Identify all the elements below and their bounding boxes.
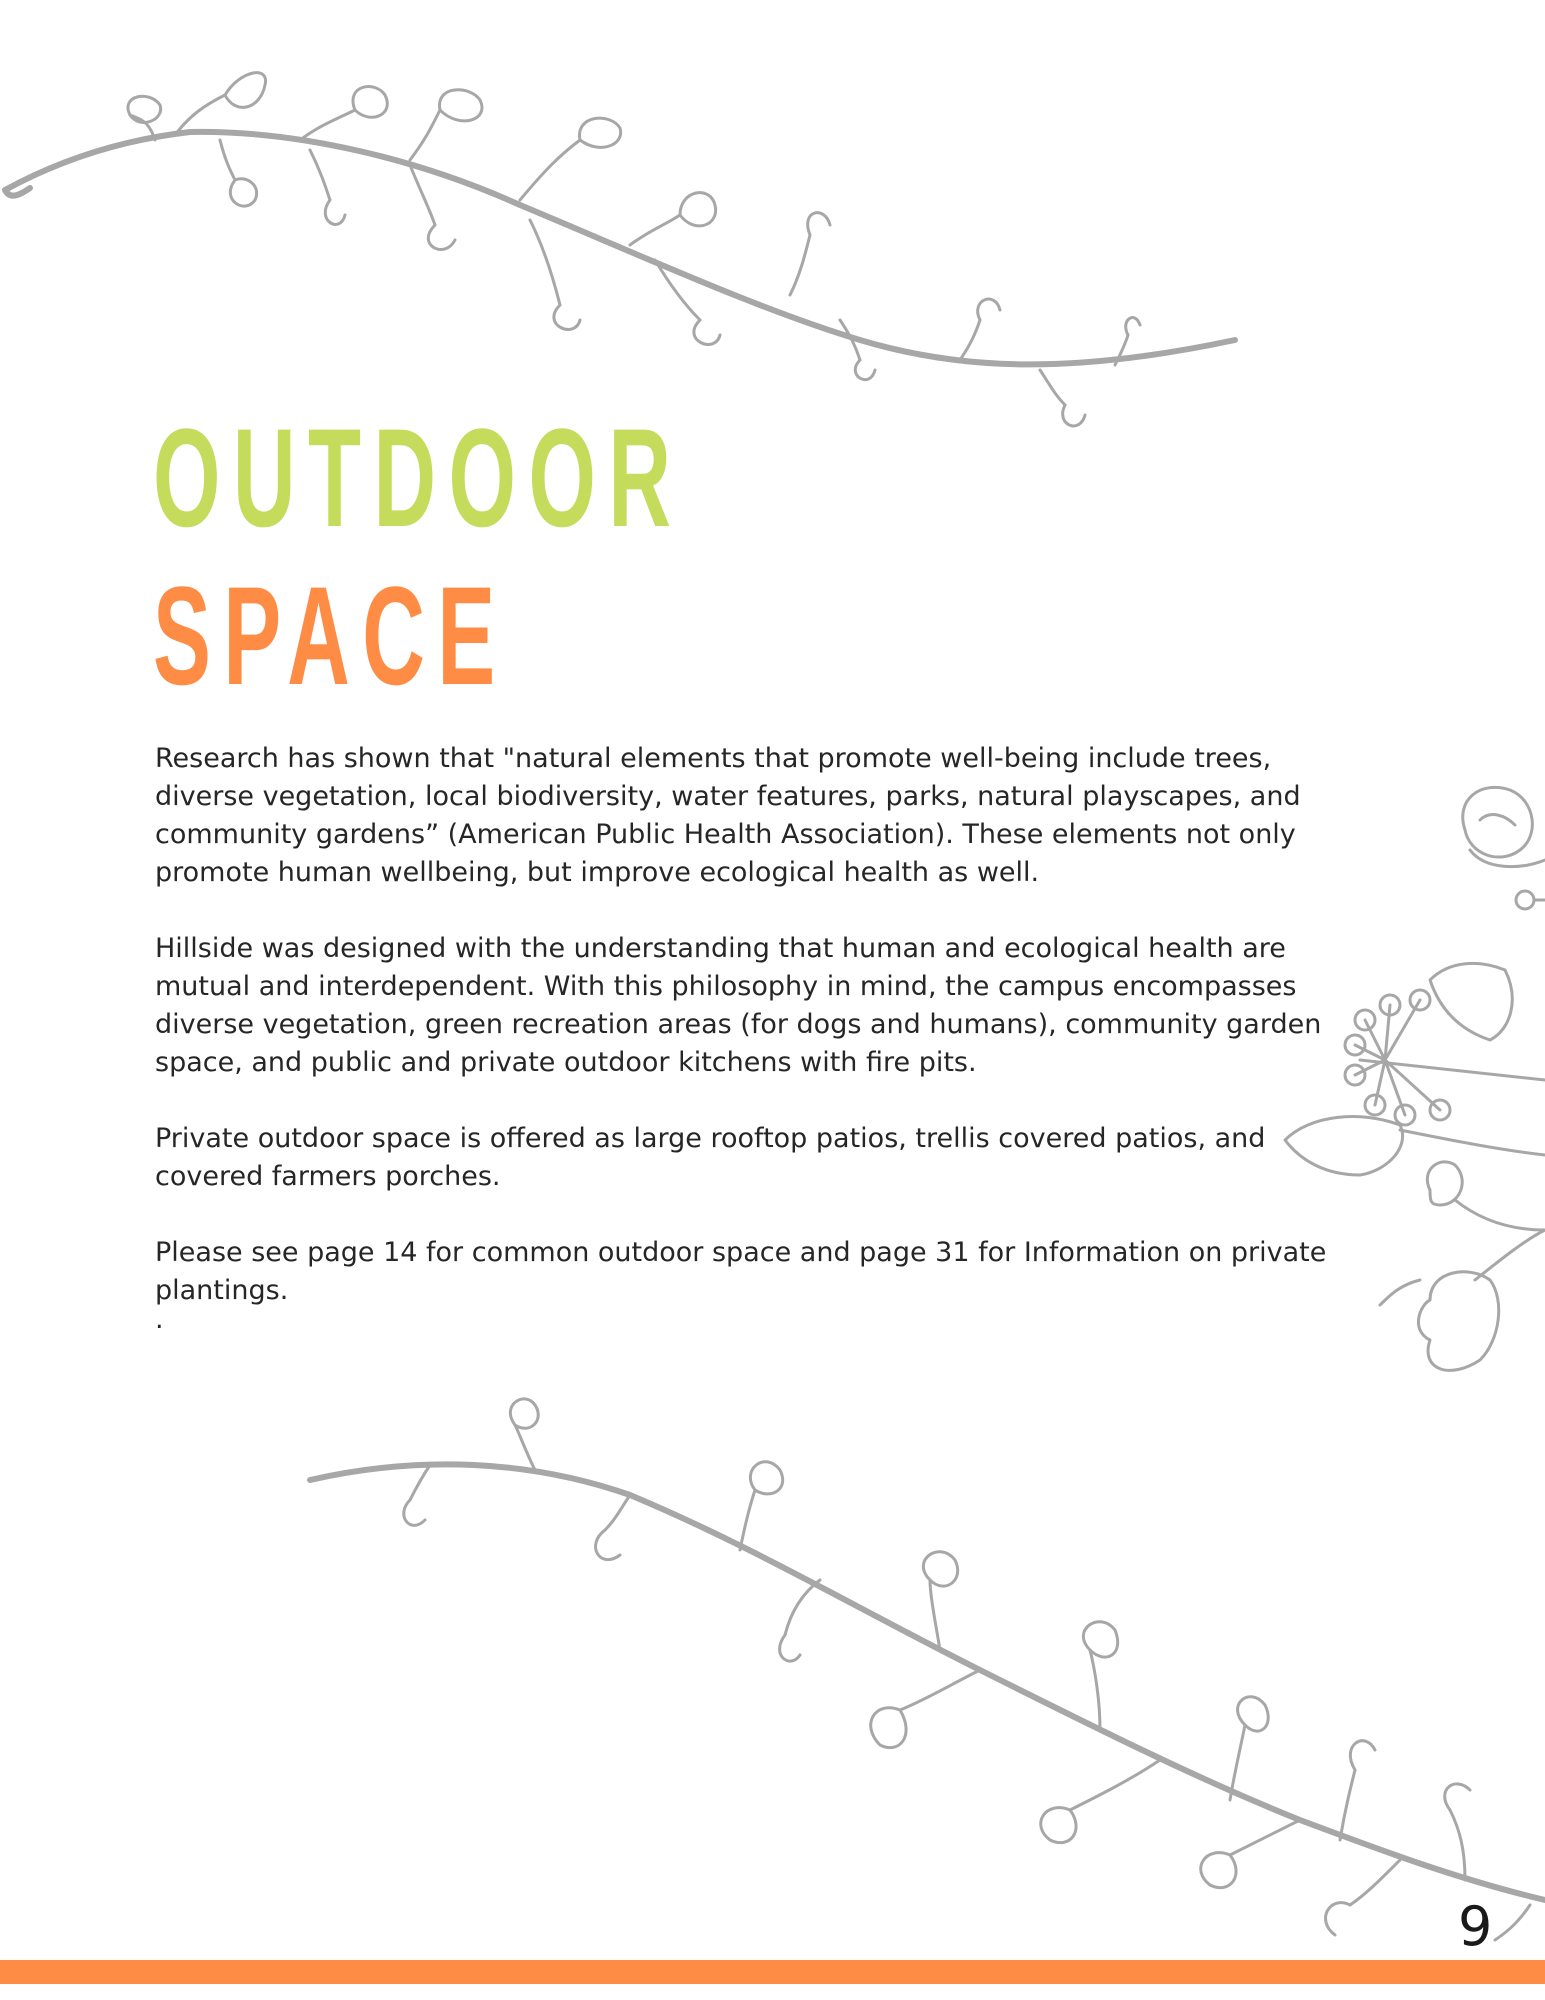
trailing-mark: . — [155, 1304, 164, 1335]
paragraph-hillside-design: Hillside was designed with the understanding that human and ecological health are mutual and interdependent. With this philosophy in mind, the campus encompasses diverse vegetation, green recreation areas (for dogs and humans), community garden space, and public and private outdoor kitchens with fire pits. — [155, 933, 1322, 1078]
body-text — [155, 740, 1335, 1335]
bottom-vine-illustration-icon — [300, 1380, 1545, 1960]
top-vine-illustration-icon — [0, 40, 1240, 460]
paragraph-private-outdoor-space: Private outdoor space is offered as large rooftop patios, trellis covered patios, and covered farmers porches. — [155, 1123, 1266, 1192]
paragraph-research: Research has shown that "natural elements that promote well-being include trees, diverse vegetation, local biodiversity, water features, parks, natural playscapes, and community gardens” (American Public Health Association). These elements not only promote human wellbeing, but improve ecological health as well. — [155, 743, 1301, 888]
footer-bar — [0, 1960, 1545, 1984]
page-number: 9 — [1458, 1895, 1493, 1958]
title-line-outdoor: OUTDOOR — [153, 399, 684, 556]
paragraph-page-references: Please see page 14 for common outdoor space and page 31 for Information on private plantings. — [155, 1237, 1327, 1306]
title-line-space: SPACE — [153, 557, 508, 714]
